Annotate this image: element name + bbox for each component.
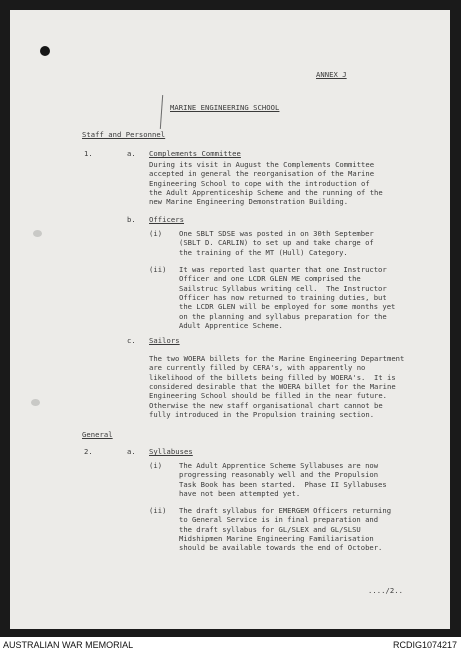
officers-i-number: (i) — [149, 229, 163, 238]
sailors-heading: Sailors — [149, 336, 180, 345]
general-heading: General — [82, 430, 113, 439]
officers-heading: Officers — [149, 215, 185, 224]
sub-item-b: b. — [127, 215, 136, 224]
page-continuation: ..../2.. — [368, 586, 404, 595]
officers-i-paragraph: One SBLT SDSE was posted in on 30th September (SBLT D. CARLIN) to set up and take charge of the training of the MT (Hull) Category. — [179, 229, 374, 257]
punch-hole-mid — [33, 230, 42, 237]
punch-hole-low — [31, 399, 40, 406]
item-number-2: 2. — [84, 447, 93, 456]
sub-item-c: c. — [127, 336, 136, 345]
footer-source: AUSTRALIAN WAR MEMORIAL — [3, 640, 134, 650]
archive-footer — [0, 637, 461, 653]
officers-ii-paragraph: It was reported last quarter that one Instructor Officer and one LCDR GLEN ME comprised the Sailstruc Syllabus writing cell. The Instructor Officer has now returned to training duties, but the LCDR GLEN will be employed for some months yet on the planning and syllabus preparation for the Adult Apprentice Scheme. — [179, 265, 396, 331]
syllabuses-i-paragraph: The Adult Apprentice Scheme Syllabuses are now progressing reasonably well and the Propulsion Task Book has been started. Phase II Syllabuses have not been attempted yet. — [179, 461, 387, 499]
syllabuses-heading: Syllabuses — [149, 447, 193, 456]
annex-label: ANNEX J — [316, 70, 347, 79]
complements-heading: Complements Committee — [149, 149, 241, 158]
page-title: MARINE ENGINEERING SCHOOL — [170, 103, 280, 112]
sub-item-a: a. — [127, 149, 136, 158]
officers-ii-number: (ii) — [149, 265, 167, 274]
sub-item-a-2: a. — [127, 447, 136, 456]
syllabuses-ii-paragraph: The draft syllabus for EMERGEM Officers returning to General Service is in final preparation and the draft syllabus for GL/SLEX and GL/SLSU Midshipmen Marine Engineering Familiarisation should be available towards the end of October. — [179, 506, 392, 553]
complements-paragraph: During its visit in August the Complements Committee accepted in general the reorganisation of the Marine Engineering School to cope with the introduction of the Adult Apprenticeship Scheme and the running of the new Marine Engineering Demonstration Building. — [149, 160, 383, 207]
staff-personnel-heading: Staff and Personnel — [82, 130, 166, 139]
punch-hole-top — [40, 46, 50, 56]
syllabuses-i-number: (i) — [149, 461, 163, 470]
syllabuses-ii-number: (ii) — [149, 506, 167, 515]
item-number-1: 1. — [84, 149, 93, 158]
footer-record-id: RCDIG1074217 — [392, 640, 457, 650]
sailors-paragraph: The two WOERA billets for the Marine Engineering Department are currently filled by CERA's, with apparently no likelihood of the billets being filled by WOERA's. It is considered desirable that the WOERA billet for the Marine Engineering School should be filled in the near future. Otherwise the new staff organisational chart cannot be fully introduced in the Propulsion training section. — [149, 354, 405, 420]
